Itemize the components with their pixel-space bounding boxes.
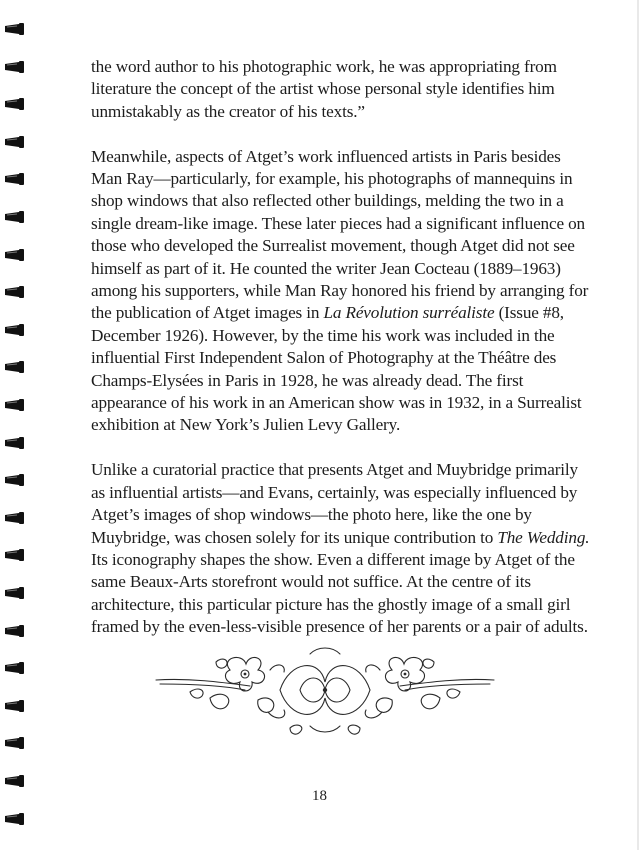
spiral-binding-ring-icon [4,97,26,111]
spiral-binding-ring-icon [4,436,26,450]
spiral-binding-ring-icon [4,661,26,675]
paragraph-3-italic-title: The Wedding. [497,527,590,547]
spiral-binding-ring-icon [4,248,26,262]
spiral-binding [0,0,40,850]
spiral-binding-ring-icon [4,624,26,638]
spiral-binding-ring-icon [4,285,26,299]
paragraph-1-text: the word author to his photographic work, he was appropriating from literature the concept of the artist whose personal style identifies him unmistakably as the creator of his texts.” [91,57,557,121]
spiral-binding-ring-icon [4,586,26,600]
spiral-binding-ring-icon [4,812,26,826]
spiral-binding-ring-icon [4,473,26,487]
paragraph-2-text-after: (Issue #8, December 1926). However, by the time his work was included in the influential First Independent Salon of Photography at the Théâtre des Champs-Elysées in Paris in 1928, he was already dead. The first appearance of his work in an American show was in 1932, in a Surrealist exhibition at New York’s Julien Levy Gallery. [91,303,582,435]
spiral-binding-ring-icon [4,60,26,74]
paragraph-3 [91,459,591,638]
spiral-binding-ring-icon [4,398,26,412]
floral-flourish-ornament-icon [150,640,500,740]
body-text [91,56,591,661]
spiral-binding-ring-icon [4,699,26,713]
spiral-binding-ring-icon [4,774,26,788]
paragraph-2-italic-title: La Révolution surréaliste [323,303,495,323]
page-number: 18 [312,788,327,804]
spiral-binding-ring-icon [4,172,26,186]
paragraph-2-text-before: Meanwhile, aspects of Atget’s work influenced artists in Paris besides Man Ray—particularly, for example, his photographs of mannequins in shop windows that also reflected other buildings, melding the two in a single dream-like image. These later pieces had a significant influence on those who developed the Surrealist movement, though Atget did not see himself as part of it. He counted the writer Jean Cocteau (1889–1963) among his supporters, while Man Ray honored his friend by arranging for the publication of Atget images in [91,146,589,323]
spiral-binding-ring-icon [4,736,26,750]
spiral-binding-ring-icon [4,135,26,149]
spiral-binding-ring-icon [4,323,26,337]
spiral-binding-ring-icon [4,548,26,562]
paragraph-1 [91,56,591,123]
paragraph-2 [91,146,591,437]
paragraph-3-text-before: Unlike a curatorial practice that presents Atget and Muybridge primarily as influential artists—and Evans, certainly, was especially influenced by Atget’s images of shop windows—the photo here, like the one by Muybridge, was chosen solely for its unique contribution to [91,460,578,547]
spiral-binding-ring-icon [4,360,26,374]
spiral-binding-ring-icon [4,511,26,525]
spiral-binding-ring-icon [4,22,26,36]
paragraph-3-text-after: Its iconography shapes the show. Even a different image by Atget of the same Beaux-Arts storefront would not suffice. At the centre of its architecture, this particular picture has the ghostly image of a small girl framed by the even-less-visible presence of her parents or a pair of adults. [91,549,588,637]
spiral-binding-ring-icon [4,210,26,224]
